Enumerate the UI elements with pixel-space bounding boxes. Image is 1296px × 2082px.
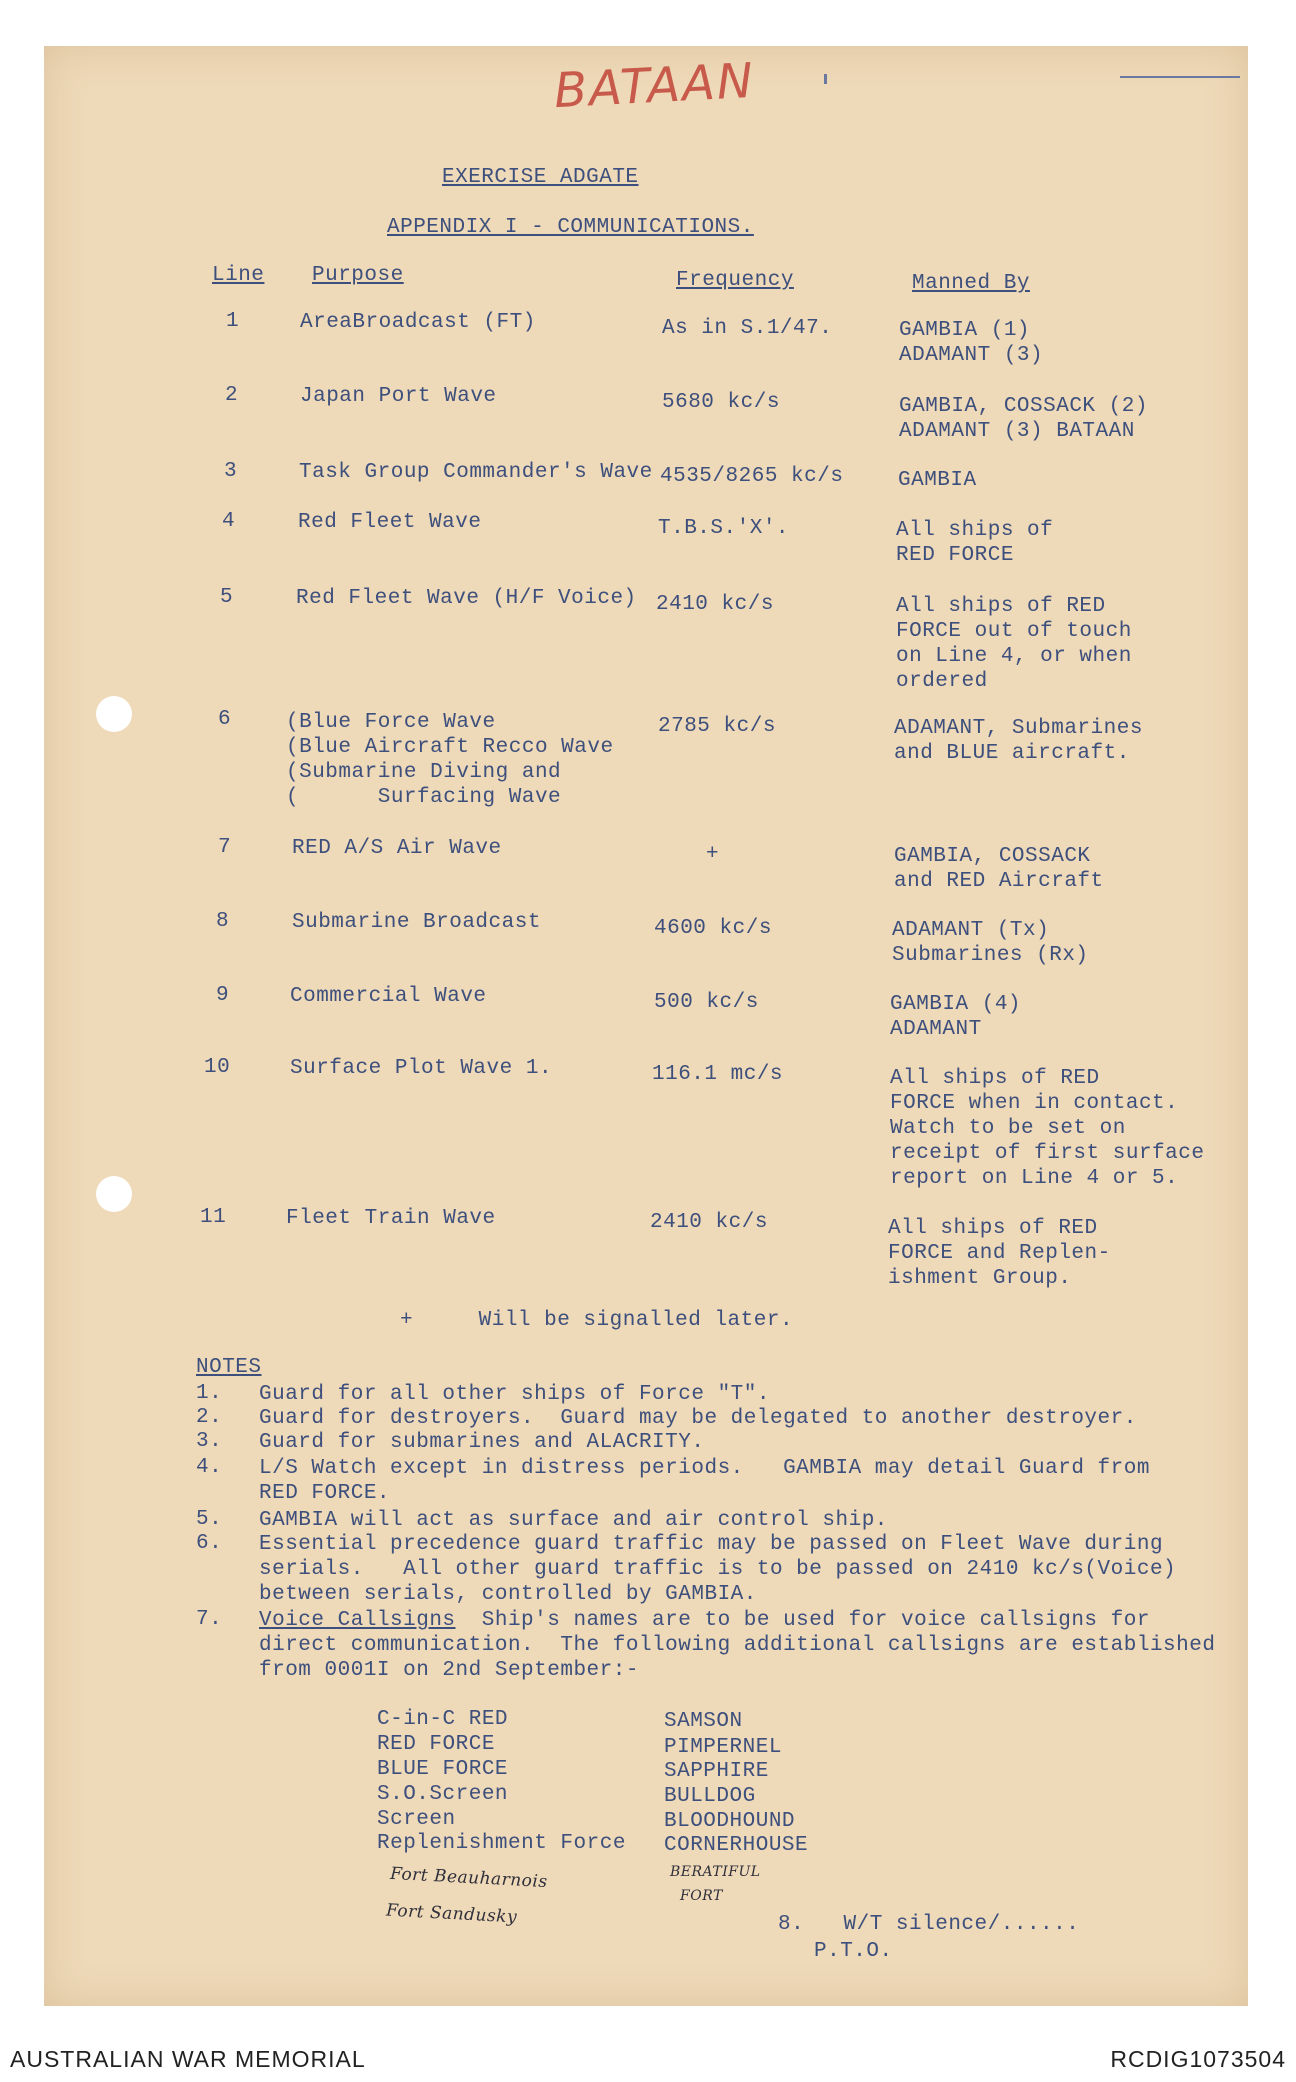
row-manned-by: All ships of RED FORCE out of touch on Line 4, or when ordered xyxy=(896,595,1132,693)
row-line-number: 11 xyxy=(200,1206,227,1229)
row-manned-by: All ships of RED FORCE xyxy=(896,519,1054,567)
row-purpose: Red Fleet Wave (H/F Voice) xyxy=(296,587,637,610)
row-line-number: 2 xyxy=(225,384,239,407)
row-line-number: 8 xyxy=(216,910,230,933)
stray-mark xyxy=(1120,76,1240,78)
row-purpose: Japan Port Wave xyxy=(300,385,497,408)
row-manned-by: ADAMANT (Tx) Submarines (Rx) xyxy=(892,919,1089,967)
note-number: 1. xyxy=(196,1382,223,1405)
note-number: 3. xyxy=(196,1430,223,1453)
handwritten-note: Fort Sandusky xyxy=(385,1900,518,1928)
row-purpose: RED A/S Air Wave xyxy=(292,837,502,860)
row-manned-by: All ships of RED FORCE and Replen- ishment Group. xyxy=(888,1217,1111,1290)
callsign-name: PIMPERNEL xyxy=(664,1736,782,1759)
row-purpose: Commercial Wave xyxy=(290,985,487,1008)
column-header-line: Line xyxy=(212,264,265,287)
note-number: 2. xyxy=(196,1406,223,1429)
row-line-number: 5 xyxy=(220,586,234,609)
row-frequency: 4600 kc/s xyxy=(654,917,772,940)
row-line-number: 3 xyxy=(224,460,238,483)
punch-hole xyxy=(96,696,132,732)
callsign-name: SAMSON xyxy=(664,1710,743,1733)
row-manned-by: GAMBIA, COSSACK (2) ADAMANT (3) BATAAN xyxy=(899,395,1148,443)
row-manned-by: ADAMANT, Submarines and BLUE aircraft. xyxy=(894,717,1143,765)
note-text: Guard for all other ships of Force "T". xyxy=(259,1383,770,1406)
row-frequency: 5680 kc/s xyxy=(662,391,780,414)
voice-callsigns-text: Ship's names are to be used for voice callsigns for direct communication. The following additional callsigns are established from 0001I on 2nd September:- xyxy=(259,1609,1216,1682)
note-text: Essential precedence guard traffic may be passed on Fleet Wave during serials. All other guard traffic is to be passed on 2410 kc/s(Voice) between serials, controlled by GAMBIA. xyxy=(259,1533,1177,1606)
callsign-name: CORNERHOUSE xyxy=(664,1834,809,1857)
callsign-unit: Screen xyxy=(377,1808,456,1831)
row-frequency: 2410 kc/s xyxy=(650,1211,768,1234)
row-purpose: (Blue Force Wave (Blue Aircraft Recco Wave (Submarine Diving and ( Surfacing Wave xyxy=(286,711,614,809)
signal-later-note: + Will be signalled later. xyxy=(400,1309,794,1332)
row-frequency: 2785 kc/s xyxy=(658,715,776,738)
notes-heading: NOTES xyxy=(196,1356,262,1379)
note-text: GAMBIA will act as surface and air control ship. xyxy=(259,1509,888,1532)
row-manned-by: GAMBIA xyxy=(898,469,977,492)
note-number: 4. xyxy=(196,1456,223,1479)
callsign-unit: Replenishment Force xyxy=(377,1832,626,1855)
row-purpose: Red Fleet Wave xyxy=(298,511,482,534)
row-purpose: AreaBroadcast (FT) xyxy=(300,311,536,334)
note-number: 5. xyxy=(196,1508,223,1531)
row-frequency: 116.1 mc/s xyxy=(652,1063,784,1086)
note-text: Guard for destroyers. Guard may be delegated to another destroyer. xyxy=(259,1407,1137,1430)
row-line-number: 6 xyxy=(218,708,232,731)
handwritten-note: Fort Beauharnois xyxy=(389,1863,549,1893)
row-frequency: T.B.S.'X'. xyxy=(658,517,790,540)
row-manned-by: GAMBIA, COSSACK and RED Aircraft xyxy=(894,845,1104,893)
footer-reference-id: RCDIG1073504 xyxy=(1110,2046,1286,2072)
row-manned-by: GAMBIA (4) ADAMANT xyxy=(890,993,1022,1041)
row-purpose: Fleet Train Wave xyxy=(286,1207,496,1230)
note-text: Guard for submarines and ALACRITY. xyxy=(259,1431,705,1454)
row-purpose: Task Group Commander's Wave xyxy=(299,461,653,484)
row-frequency: 500 kc/s xyxy=(654,991,759,1014)
note-number: 6. xyxy=(196,1532,223,1555)
callsign-unit: C-in-C RED xyxy=(377,1708,509,1731)
row-manned-by: GAMBIA (1) ADAMANT (3) xyxy=(899,319,1044,367)
note-number: 7. xyxy=(196,1608,223,1631)
document-title: EXERCISE ADGATE xyxy=(442,166,639,189)
footer-source: AUSTRALIAN WAR MEMORIAL xyxy=(10,2046,366,2072)
row-frequency: 2410 kc/s xyxy=(656,593,774,616)
document-subtitle: APPENDIX I - COMMUNICATIONS. xyxy=(387,216,754,239)
row-purpose: Submarine Broadcast xyxy=(292,911,541,934)
callsign-name: SAPPHIRE xyxy=(664,1760,769,1783)
row-line-number: 10 xyxy=(204,1056,231,1079)
row-line-number: 7 xyxy=(218,836,232,859)
continuation-line: 8. W/T silence/...... xyxy=(778,1913,1080,1936)
note-text xyxy=(259,1608,1215,1683)
row-purpose: Surface Plot Wave 1. xyxy=(290,1057,553,1080)
handwritten-note: FORT xyxy=(680,1888,723,1904)
column-header-manned-by: Manned By xyxy=(912,272,1030,295)
stray-mark xyxy=(824,74,827,84)
handwritten-note: BERATIFUL xyxy=(670,1864,761,1880)
row-line-number: 1 xyxy=(226,310,240,333)
row-frequency: As in S.1/47. xyxy=(662,317,833,340)
row-manned-by: All ships of RED FORCE when in contact. Watch to be set on receipt of first surface report on Line 4 or 5. xyxy=(890,1067,1205,1190)
pto-marker: P.T.O. xyxy=(814,1940,893,1963)
voice-callsigns-label: Voice Callsigns xyxy=(259,1609,456,1632)
callsign-name: BLOODHOUND xyxy=(664,1810,796,1833)
callsign-name: BULLDOG xyxy=(664,1785,756,1808)
punch-hole xyxy=(96,1176,132,1212)
handwritten-ship-name: BATAAN xyxy=(552,52,757,120)
row-frequency: + xyxy=(706,843,720,866)
row-line-number: 9 xyxy=(216,984,230,1007)
callsign-unit: S.O.Screen xyxy=(377,1783,509,1806)
note-text: L/S Watch except in distress periods. GAMBIA may detail Guard from RED FORCE. xyxy=(259,1457,1150,1505)
column-header-purpose: Purpose xyxy=(312,264,404,287)
callsign-unit: RED FORCE xyxy=(377,1733,495,1756)
column-header-frequency: Frequency xyxy=(676,269,794,292)
row-frequency: 4535/8265 kc/s xyxy=(660,465,844,488)
callsign-unit: BLUE FORCE xyxy=(377,1758,509,1781)
row-line-number: 4 xyxy=(222,510,236,533)
document-page xyxy=(44,46,1248,2006)
